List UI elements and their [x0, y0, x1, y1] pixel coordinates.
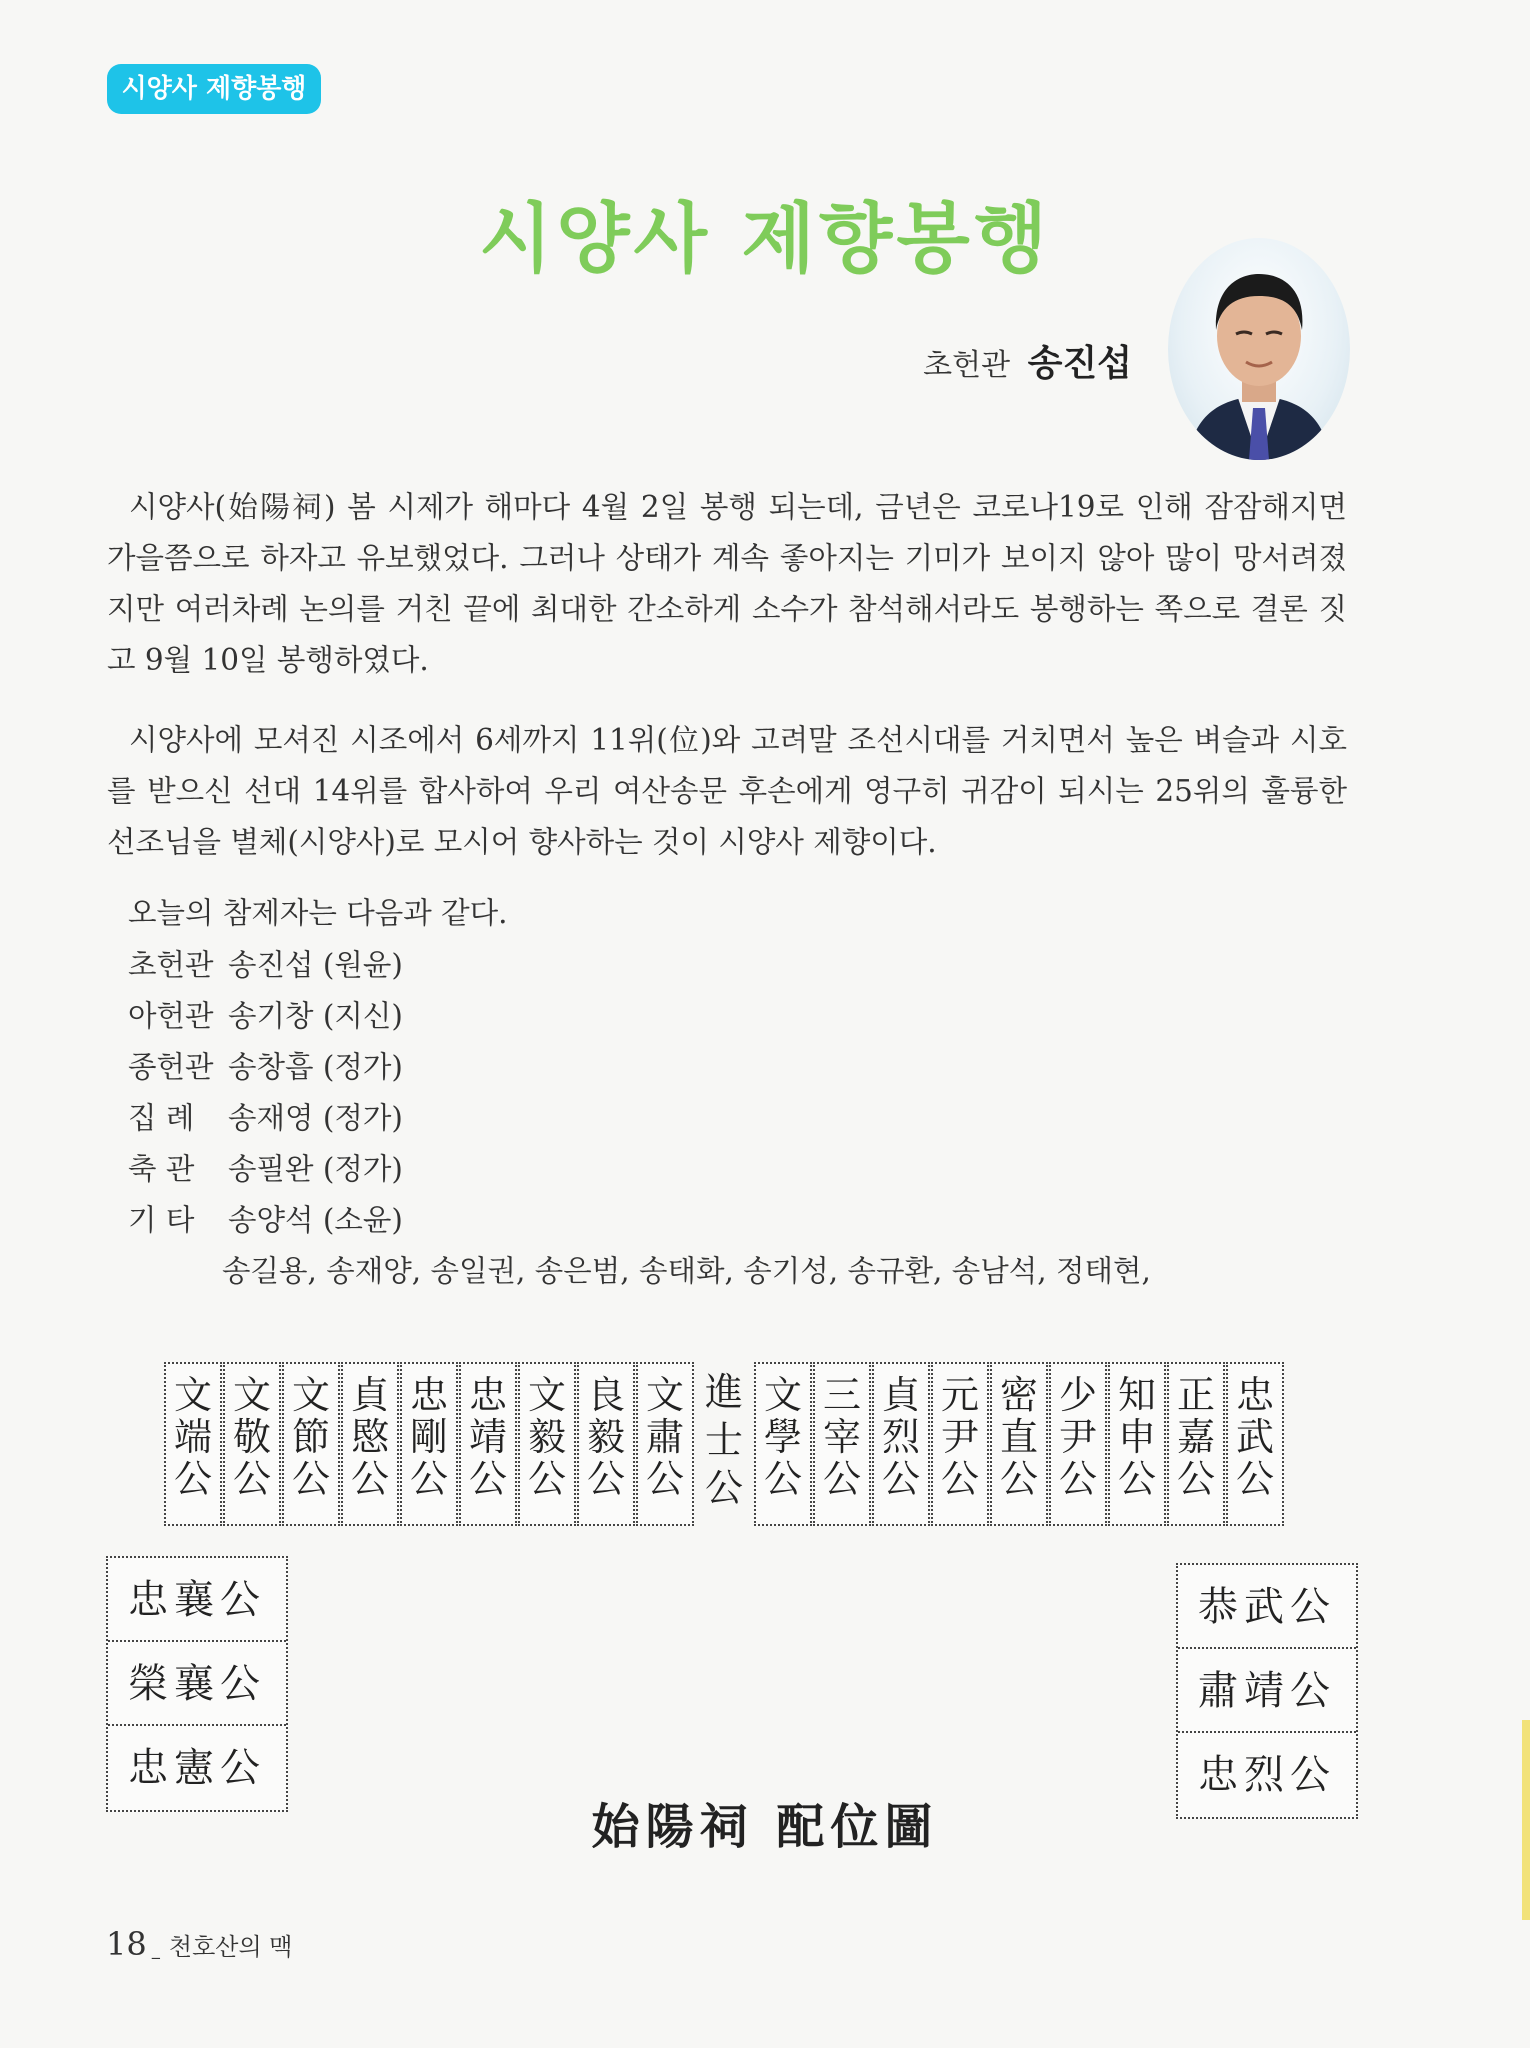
- tablet-top-10: 進 士 公: [704, 1370, 743, 1510]
- tablet-top-16: 少 尹 公: [1049, 1362, 1107, 1526]
- page-title: 시양사 제향봉행: [478, 194, 1052, 283]
- participants-intro: 오늘의 참제자는 다음과 같다.: [128, 896, 508, 930]
- participant-person: 송창흡 (정가): [228, 1050, 403, 1084]
- tablet-top-14: 元 尹 公: [931, 1362, 989, 1526]
- author-name: 송진섭: [1027, 343, 1132, 384]
- tablet-top-1: 文 端 公: [164, 1362, 222, 1526]
- tablet-top-11: 文 學 公: [754, 1362, 812, 1526]
- participant-person: 송진섭 (원윤): [228, 948, 403, 982]
- tablet-column-left: [106, 1556, 288, 1812]
- participant-role: 기 타: [128, 1203, 195, 1237]
- participant-person: 송필완 (정가): [228, 1152, 403, 1186]
- portrait-image: [1168, 238, 1350, 460]
- tablet-right-3: 忠烈公: [1198, 1752, 1336, 1798]
- author-line: [923, 335, 1132, 386]
- tablet-column-right: [1176, 1563, 1358, 1819]
- participant-row: [128, 991, 403, 1042]
- footer-separator: _: [151, 1940, 160, 1959]
- magazine-name: 천호산의 맥: [168, 1933, 293, 1961]
- paragraph-2: [107, 715, 1347, 868]
- participant-role: 아헌관: [128, 999, 214, 1033]
- participant-row: [128, 1093, 403, 1144]
- tablet-top-19: 忠 武 公: [1226, 1362, 1284, 1526]
- tablet-top-5: 忠 剛 公: [400, 1362, 458, 1526]
- author-portrait: [1168, 238, 1350, 460]
- tablet-left-2: 榮襄公: [108, 1642, 286, 1726]
- tablet-top-18: 正 嘉 公: [1167, 1362, 1225, 1526]
- participant-row: [128, 940, 403, 991]
- paragraph-1: [107, 482, 1347, 686]
- paragraph-text: 시양사에 모셔진 시조에서 6세까지 11위(位)와 고려말 조선시대를 거치면서 높은 벼슬과 시호를 받으신 선대 14위를 합사하여 우리 여산송문 후손에게 영구히 귀감이 되시는 25위의 훌륭한 선조님을 별체(시양사)로 모시어 향사하는 것이 시양사 제향이다.: [107, 723, 1347, 859]
- participant-row: [128, 1144, 403, 1195]
- tablet-top-7: 文 毅 公: [518, 1362, 576, 1526]
- tablet-right-2: 肅靖公: [1178, 1649, 1356, 1733]
- section-tag: 시양사 제향봉행: [107, 64, 321, 114]
- participant-row: [128, 1195, 403, 1246]
- page-footer: [106, 1925, 292, 1963]
- participant-role: 종헌관: [128, 1050, 214, 1084]
- participant-role: 초헌관: [128, 948, 214, 982]
- tablet-top-15: 密 直 公: [990, 1362, 1048, 1526]
- participant-role: 집 례: [128, 1101, 195, 1135]
- tablet-top-9: 文 肅 公: [636, 1362, 694, 1526]
- participant-person: 송재영 (정가): [228, 1101, 403, 1135]
- tablet-top-17: 知 申 公: [1108, 1362, 1166, 1526]
- participant-person: 송기창 (지신): [228, 999, 403, 1033]
- author-role: 초헌관: [923, 348, 1011, 383]
- diagram-caption: 始陽祠 配位圖: [591, 1799, 939, 1855]
- other-participants: 송길용, 송재양, 송일권, 송은범, 송태화, 송기성, 송규환, 송남석, 정태현,: [222, 1254, 1151, 1288]
- tablet-top-6: 忠 靖 公: [459, 1362, 517, 1526]
- participants-list: [128, 940, 403, 1246]
- tablet-top-3: 文 節 公: [282, 1362, 340, 1526]
- paragraph-text: 시양사(始陽祠) 봄 시제가 해마다 4월 2일 봉행 되는데, 금년은 코로나19로 인해 잠잠해지면 가을쯤으로 하자고 유보했었다. 그러나 상태가 계속 좋아지는 기미가 보이지 않아 많이 망서려졌지만 여러차례 논의를 거친 끝에 최대한 간소하게 소수가 참석해서라도 봉행하는 쪽으로 결론 짓고 9월 10일 봉행하였다.: [107, 490, 1347, 677]
- tablet-left-3: 忠憲公: [128, 1745, 266, 1791]
- participant-person: 송양석 (소윤): [228, 1203, 403, 1237]
- participant-row: [128, 1042, 403, 1093]
- tablet-top-13: 貞 烈 公: [872, 1362, 930, 1526]
- page-number: 18: [106, 1925, 147, 1963]
- tablet-top-4: 貞 愍 公: [341, 1362, 399, 1526]
- tablet-left-1: 忠襄公: [108, 1558, 286, 1642]
- tablet-top-2: 文 敬 公: [223, 1362, 281, 1526]
- page-edge-mark: [1522, 1720, 1530, 1920]
- tablet-top-8: 良 毅 公: [577, 1362, 635, 1526]
- tablet-right-1: 恭武公: [1178, 1565, 1356, 1649]
- tablet-top-12: 三 宰 公: [813, 1362, 871, 1526]
- participant-role: 축 관: [128, 1152, 195, 1186]
